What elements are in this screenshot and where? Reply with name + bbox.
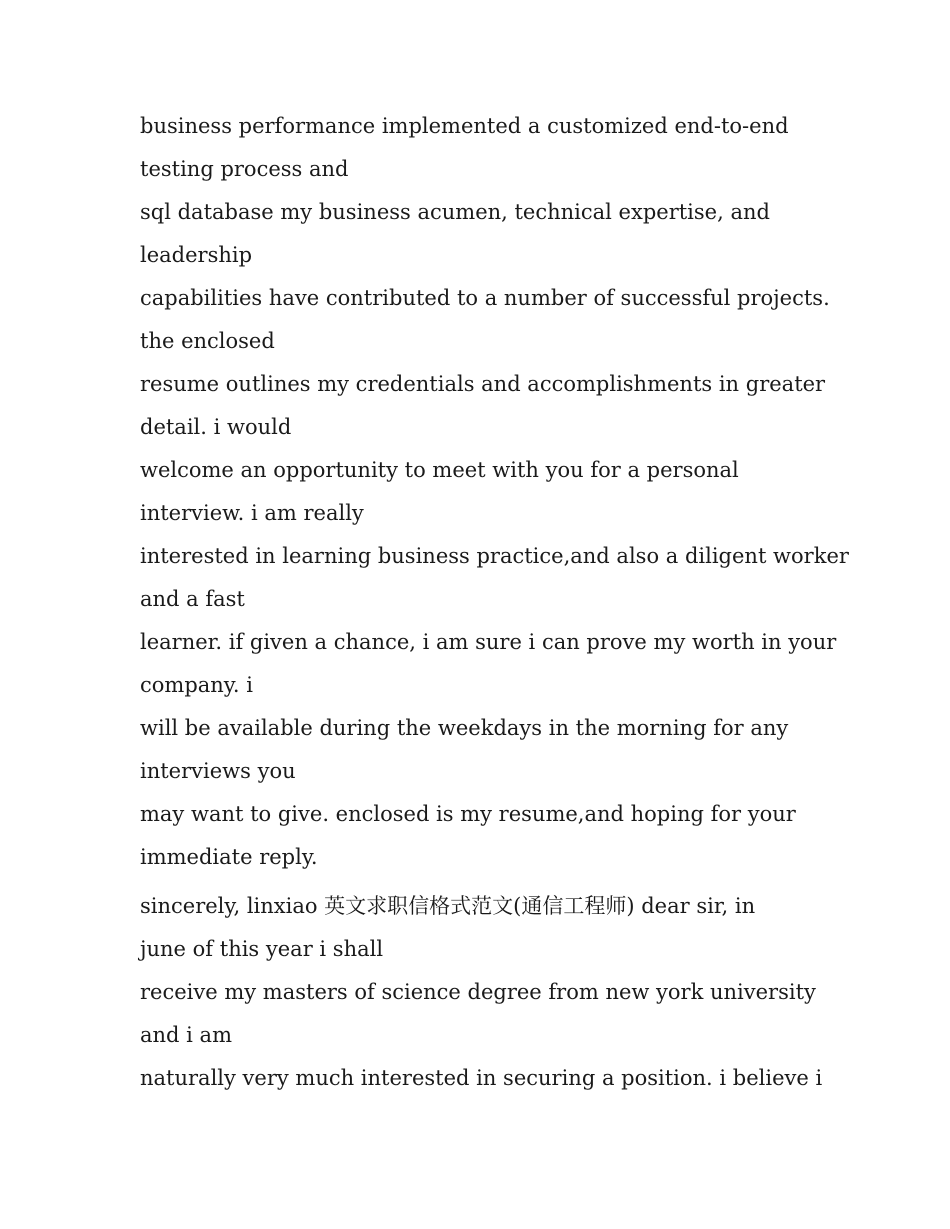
text-line-10: interview. i am really [140, 501, 364, 525]
text-line-14: company. i [140, 673, 253, 697]
text-line-7: resume outlines my credentials and accomplishments in greater [140, 372, 826, 396]
text-line-21: receive my masters of science degree from new york university [140, 980, 816, 1004]
text-line-20: june of this year i shall [140, 937, 384, 961]
text-line-23: naturally very much interested in securing a position. i believe i [140, 1066, 823, 1090]
text-line-22: and i am [140, 1023, 232, 1047]
text-line-16: interviews you [140, 759, 296, 783]
text-line-17: may want to give. enclosed is my resume,and hoping for your [140, 802, 796, 826]
text-line-5: capabilities have contributed to a number of successful projects. [140, 286, 830, 310]
text-line-3: sql database my business acumen, technical expertise, and [140, 200, 770, 224]
text-line-12: and a fast [140, 587, 245, 611]
text-line-8: detail. i would [140, 415, 292, 439]
text-line-9: welcome an opportunity to meet with you for a personal [140, 458, 739, 482]
text-line-18: immediate reply. [140, 845, 318, 869]
text-line-13: learner. if given a chance, i am sure i can prove my worth in your [140, 630, 837, 654]
text-line-1: business performance implemented a customized end-to-end [140, 114, 789, 138]
text-line-6: the enclosed [140, 329, 275, 353]
document-body [140, 105, 849, 1100]
text-line-15: will be available during the weekdays in the morning for any [140, 716, 789, 740]
text-line-11: interested in learning business practice,and also a diligent worker [140, 544, 849, 568]
text-line-2: testing process and [140, 157, 349, 181]
text-line-4: leadership [140, 243, 253, 267]
text-line-19: sincerely, linxiao 英文求职信格式范文(通信工程师) dear sir, in [140, 894, 756, 918]
